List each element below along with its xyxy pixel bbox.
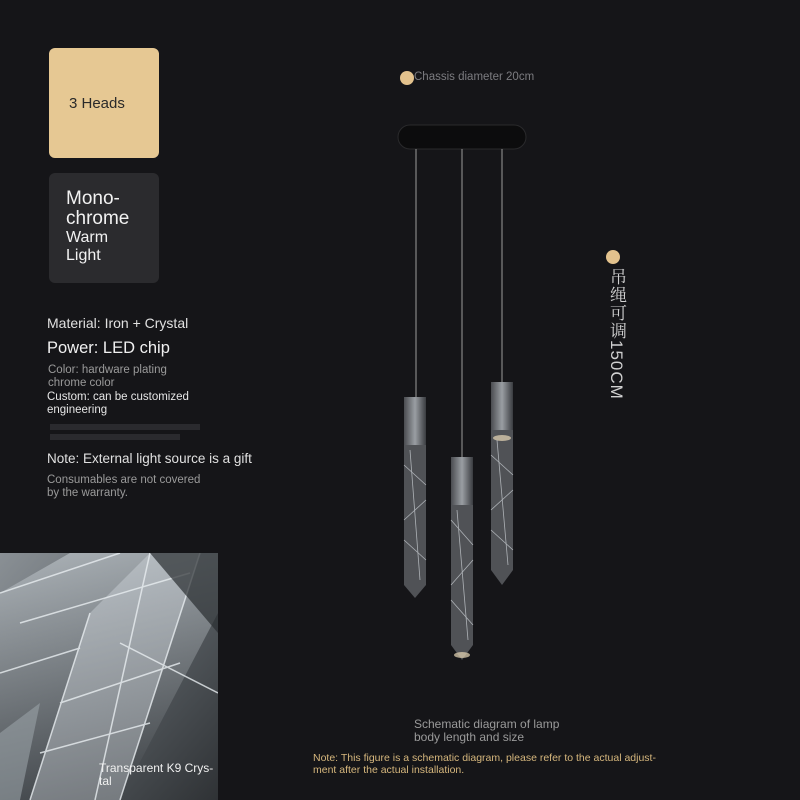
crystal-rod-middle	[451, 457, 473, 660]
mono-label-line2: chrome	[66, 208, 130, 229]
chassis-bullet-icon	[400, 71, 414, 85]
spec-consumables-line2: by the warranty.	[47, 486, 128, 499]
crystal-caption	[99, 762, 213, 788]
crystal-rod-right	[491, 382, 513, 585]
schematic-caption-line1: Schematic diagram of lamp	[414, 717, 560, 731]
mono-label-line4: Light	[66, 247, 101, 264]
spec-custom	[47, 391, 189, 416]
crystal-caption-line2: tal	[99, 774, 112, 788]
spec-consumables	[47, 474, 200, 499]
crystal-rod-left	[404, 397, 426, 598]
lamp-chassis	[398, 125, 526, 149]
spec-color-line2: chrome color	[48, 376, 115, 389]
installation-footnote	[313, 752, 693, 776]
schematic-caption	[414, 718, 559, 744]
option-3-heads-button[interactable]	[49, 48, 159, 158]
spec-custom-line1: Custom: can be customized	[47, 391, 189, 403]
schematic-caption-line2: body length and size	[414, 730, 525, 744]
pendant-lamp-illustration	[380, 120, 540, 680]
option-monochrome-warm-light-button[interactable]	[49, 173, 159, 283]
spec-custom-line2: engineering	[47, 403, 108, 416]
spec-power: Power: LED chip	[47, 339, 170, 357]
crystal-caption-line1: Transparent K9 Crys-	[99, 761, 214, 775]
mono-label-line1: Mono-	[66, 188, 120, 209]
spec-color-line1: Color: hardware plating	[48, 364, 167, 376]
spec-consumables-line1: Consumables are not covered	[47, 474, 201, 486]
mono-label-line3: Warm	[66, 229, 109, 246]
option-3-heads-label: 3 Heads	[69, 94, 125, 112]
rope-length-label: 吊绳可调150CM	[607, 268, 626, 400]
footnote-line1: Note: This figure is a schematic diagram, please refer to the actual adjust-	[313, 752, 656, 764]
spec-note: Note: External light source is a gift	[47, 451, 252, 466]
spec-color	[48, 364, 167, 389]
spec-material: Material: Iron + Crystal	[47, 315, 189, 331]
faded-text-artifact	[50, 421, 210, 443]
chassis-diameter-label: Chassis diameter 20cm	[414, 71, 535, 83]
footnote-line2: ment after the actual installation.	[313, 764, 465, 776]
rope-bullet-icon	[606, 250, 620, 264]
